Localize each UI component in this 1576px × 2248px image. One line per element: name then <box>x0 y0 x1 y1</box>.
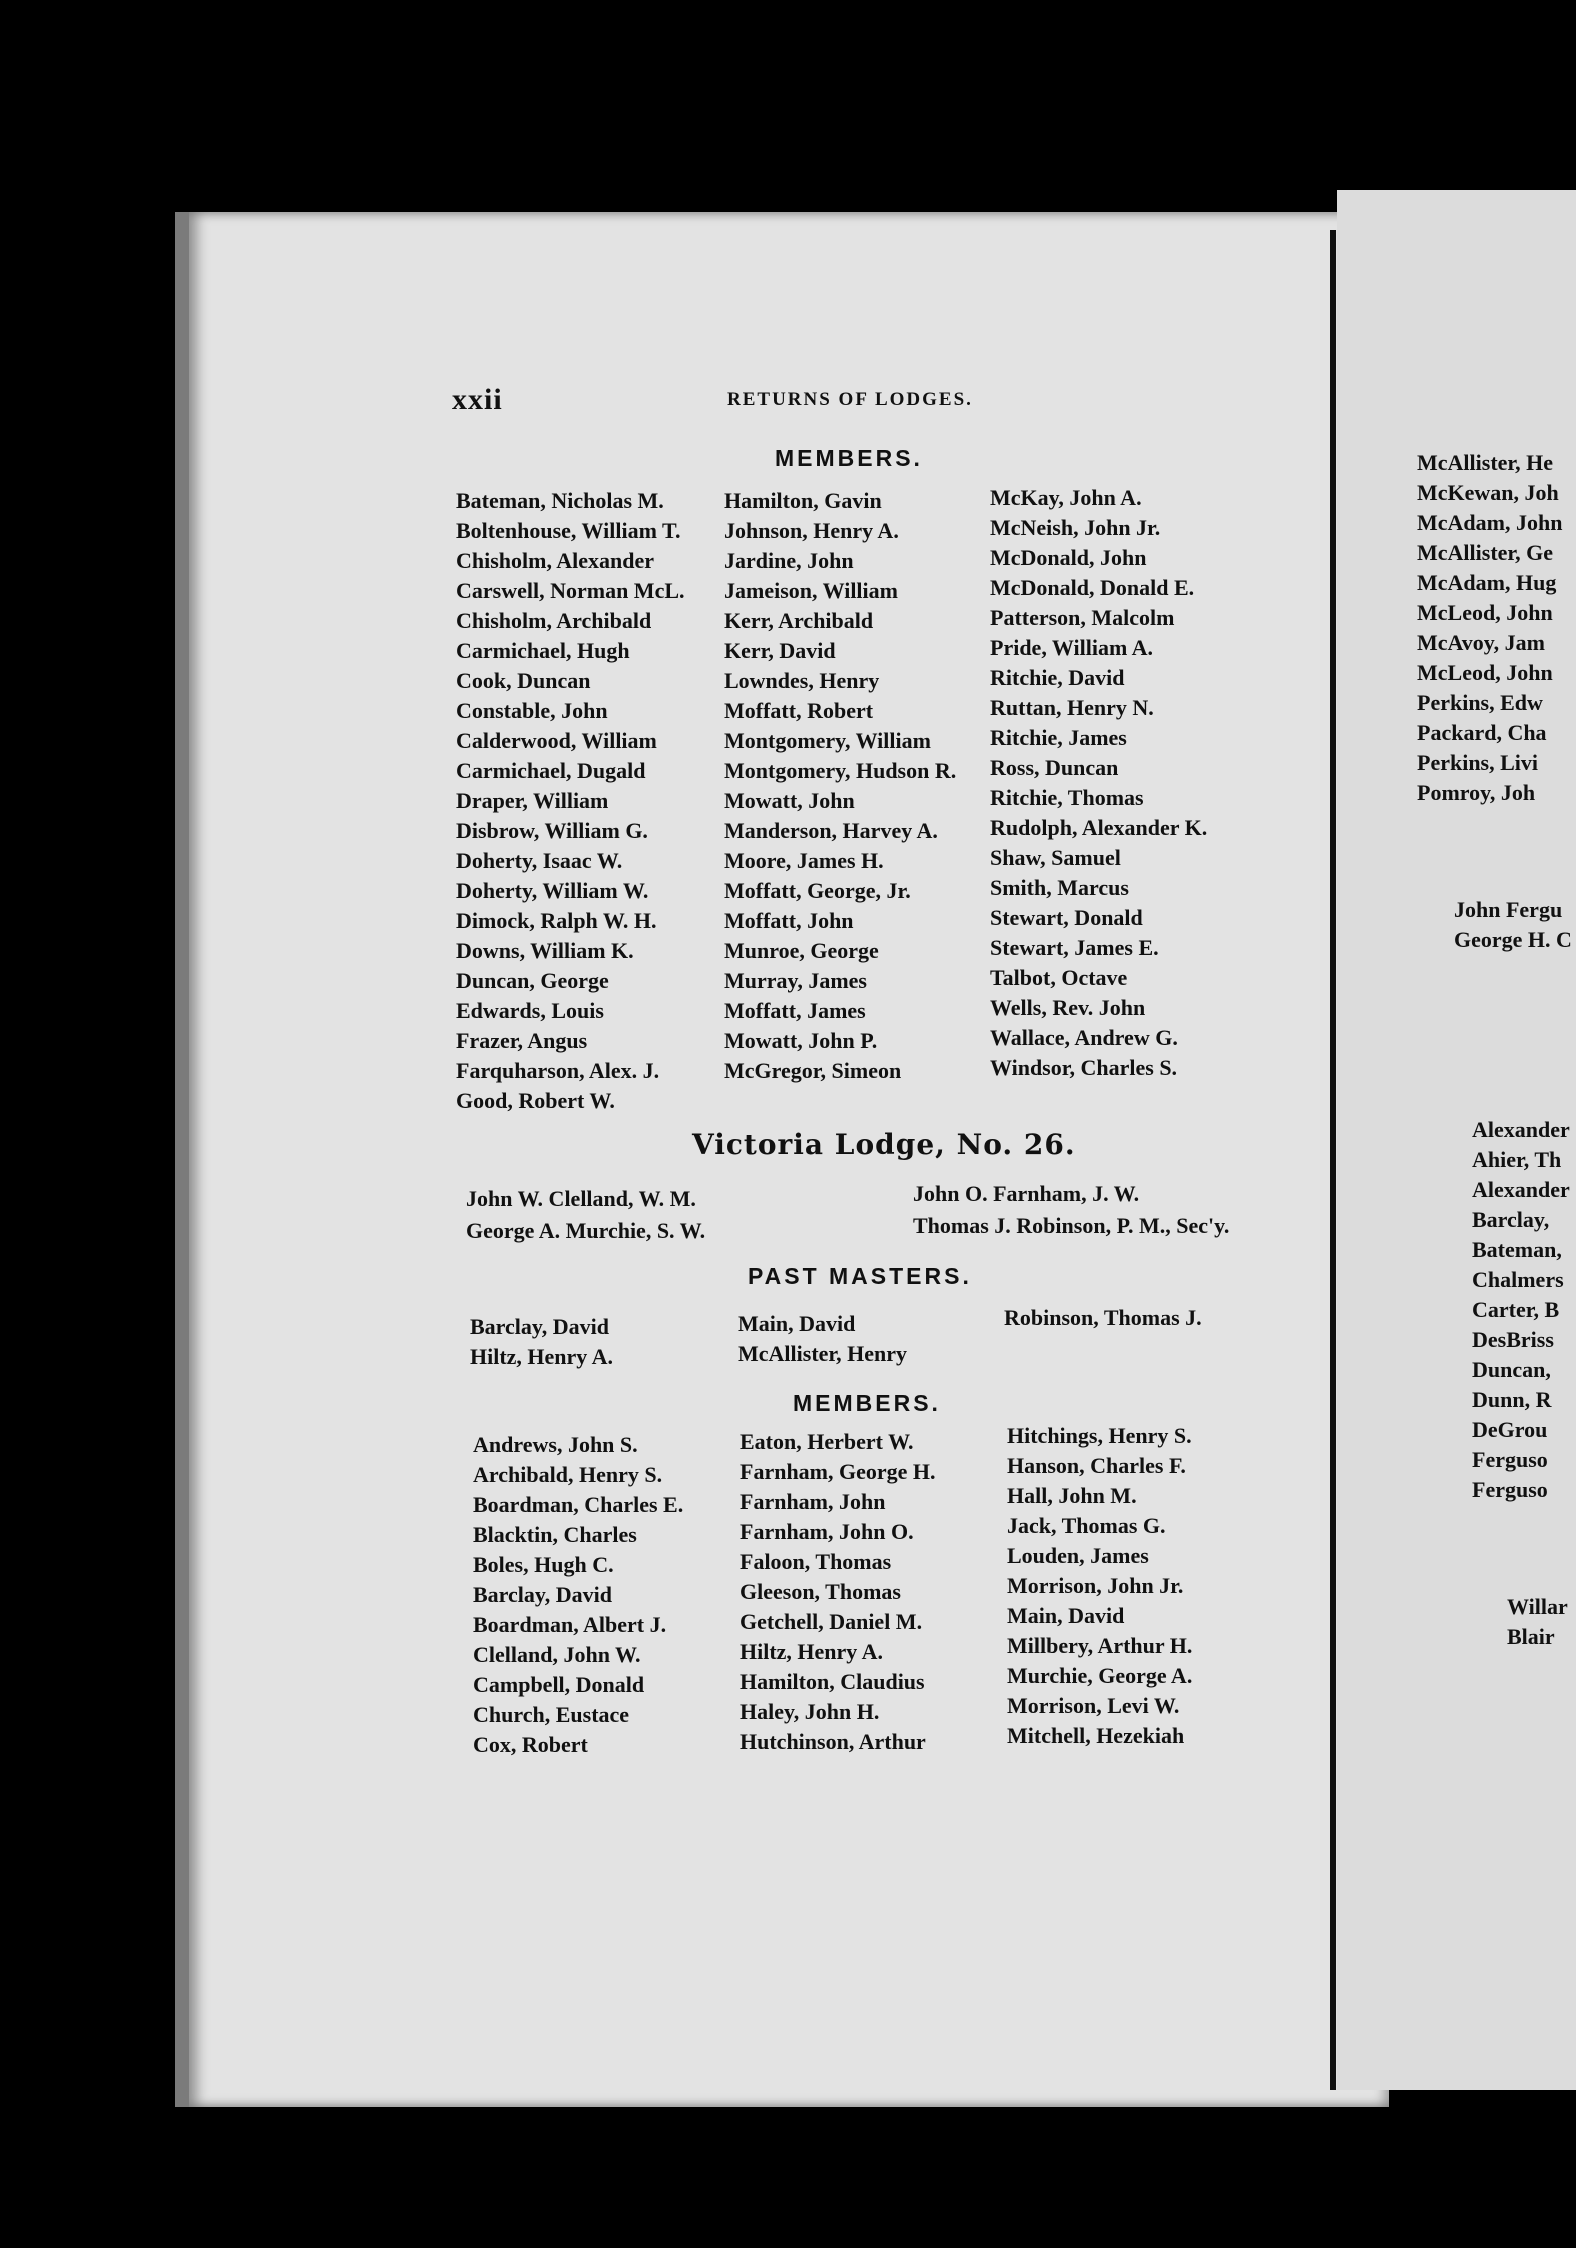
member-name: Shaw, Samuel <box>990 845 1121 870</box>
members-heading: MEMBERS. <box>775 445 923 471</box>
member-name: Hutchinson, Arthur <box>740 1729 926 1754</box>
member-name: Edwards, Louis <box>456 998 604 1023</box>
past-master-name: Barclay, David <box>470 1314 609 1339</box>
facing-entry: McAdam, Hug <box>1417 570 1557 595</box>
member-name: Hamilton, Claudius <box>740 1669 925 1694</box>
facing-entry: DeGrou <box>1472 1417 1548 1442</box>
member-name: Main, David <box>1007 1603 1125 1628</box>
member-name: Mitchell, Hezekiah <box>1007 1723 1185 1748</box>
member-name: Jack, Thomas G. <box>1007 1513 1166 1538</box>
member-name: Blacktin, Charles <box>473 1522 637 1547</box>
facing-entry: Ferguso <box>1472 1477 1548 1502</box>
member-name: Rudolph, Alexander K. <box>990 815 1208 840</box>
member-name: Munroe, George <box>724 938 879 963</box>
member-name: Boltenhouse, William T. <box>456 518 681 543</box>
facing-entry: Carter, B <box>1472 1297 1560 1322</box>
victoria-members-heading: MEMBERS. <box>793 1390 941 1416</box>
member-name: McDonald, Donald E. <box>990 575 1195 600</box>
member-name: Boles, Hugh C. <box>473 1552 614 1577</box>
facing-entry: George H. C <box>1454 927 1572 952</box>
past-masters-column-1 <box>470 1312 613 1372</box>
member-name: Jameison, William <box>724 578 898 603</box>
member-name: Andrews, John S. <box>473 1432 638 1457</box>
member-name: Morrison, Levi W. <box>1007 1693 1180 1718</box>
facing-entry: McAvoy, Jam <box>1417 630 1545 655</box>
facing-entry: Bateman, <box>1472 1237 1562 1262</box>
member-name: Carswell, Norman McL. <box>456 578 685 603</box>
facing-entry: Barclay, <box>1472 1207 1550 1232</box>
member-name: Pride, William A. <box>990 635 1153 660</box>
member-name: Stewart, James E. <box>990 935 1159 960</box>
member-name: Barclay, David <box>473 1582 612 1607</box>
book-page-right <box>1337 190 1576 2090</box>
member-name: Stewart, Donald <box>990 905 1143 930</box>
member-name: Farnham, George H. <box>740 1459 936 1484</box>
facing-entry: John Fergu <box>1454 897 1563 922</box>
member-name: Constable, John <box>456 698 608 723</box>
member-name: Getchell, Daniel M. <box>740 1609 923 1634</box>
member-name: Windsor, Charles S. <box>990 1055 1178 1080</box>
members-column-2 <box>724 486 956 1086</box>
member-name: Ritchie, Thomas <box>990 785 1144 810</box>
member-name: Farnham, John O. <box>740 1519 914 1544</box>
facing-entry: McAdam, John <box>1417 510 1563 535</box>
facing-entry: Willar <box>1507 1594 1568 1619</box>
member-name: Morrison, John Jr. <box>1007 1573 1184 1598</box>
member-name: Good, Robert W. <box>456 1088 615 1113</box>
facing-list-4 <box>1507 1592 1568 1652</box>
member-name: Archibald, Henry S. <box>473 1462 663 1487</box>
member-name: Duncan, George <box>456 968 609 993</box>
facing-entry: Blair <box>1507 1624 1555 1649</box>
member-name: Wallace, Andrew G. <box>990 1025 1178 1050</box>
past-masters-column-2 <box>738 1309 907 1369</box>
facing-list-3 <box>1472 1115 1570 1505</box>
member-name: Downs, William K. <box>456 938 634 963</box>
facing-entry: Packard, Cha <box>1417 720 1547 745</box>
member-name: Cox, Robert <box>473 1732 588 1757</box>
facing-entry: Chalmers <box>1472 1267 1564 1292</box>
member-name: Murchie, George A. <box>1007 1663 1193 1688</box>
member-name: Millbery, Arthur H. <box>1007 1633 1193 1658</box>
member-name: Frazer, Angus <box>456 1028 588 1053</box>
member-name: Ritchie, James <box>990 725 1127 750</box>
member-name: Clelland, John W. <box>473 1642 641 1667</box>
facing-entry: Dunn, R <box>1472 1387 1552 1412</box>
facing-entry: McKewan, Joh <box>1417 480 1559 505</box>
facing-entry: Ahier, Th <box>1472 1147 1562 1172</box>
member-name: Haley, John H. <box>740 1699 880 1724</box>
facing-entry: DesBriss <box>1472 1327 1554 1352</box>
facing-entry: McLeod, John <box>1417 600 1553 625</box>
member-name: Hitchings, Henry S. <box>1007 1423 1192 1448</box>
past-master-name: Main, David <box>738 1311 856 1336</box>
member-name: Hiltz, Henry A. <box>740 1639 883 1664</box>
victoria-members-column-1 <box>473 1430 683 1760</box>
member-name: Church, Eustace <box>473 1702 630 1727</box>
member-name: Boardman, Albert J. <box>473 1612 667 1637</box>
member-name: McGregor, Simeon <box>724 1058 902 1083</box>
member-name: Calderwood, William <box>456 728 657 753</box>
member-name: Disbrow, William G. <box>456 818 648 843</box>
member-name: Smith, Marcus <box>990 875 1129 900</box>
officers-right <box>913 1178 1229 1242</box>
member-name: Cook, Duncan <box>456 668 591 693</box>
member-name: Talbot, Octave <box>990 965 1128 990</box>
member-name: Mowatt, John <box>724 788 855 813</box>
facing-list-1 <box>1417 448 1562 808</box>
member-name: Doherty, William W. <box>456 878 649 903</box>
member-name: Mowatt, John P. <box>724 1028 878 1053</box>
page-number: xxii <box>452 383 503 416</box>
member-name: Draper, William <box>456 788 609 813</box>
member-name: Montgomery, Hudson R. <box>724 758 957 783</box>
member-name: McNeish, John Jr. <box>990 515 1161 540</box>
member-name: Farquharson, Alex. J. <box>456 1058 660 1083</box>
member-name: Eaton, Herbert W. <box>740 1429 914 1454</box>
facing-entry: McAllister, Ge <box>1417 540 1554 565</box>
member-name: Kerr, Archibald <box>724 608 874 633</box>
facing-entry: McAllister, He <box>1417 450 1554 475</box>
member-name: Moffatt, Robert <box>724 698 874 723</box>
member-name: Carmichael, Dugald <box>456 758 646 783</box>
member-name: Wells, Rev. John <box>990 995 1146 1020</box>
member-name: Gleeson, Thomas <box>740 1579 901 1604</box>
member-name: Carmichael, Hugh <box>456 638 630 663</box>
member-name: Manderson, Harvey A. <box>724 818 938 843</box>
facing-list-2 <box>1454 895 1572 955</box>
member-name: Faloon, Thomas <box>740 1549 892 1574</box>
member-name: Moore, James H. <box>724 848 884 873</box>
member-name: Chisholm, Archibald <box>456 608 652 633</box>
member-name: McKay, John A. <box>990 485 1142 510</box>
facing-entry: Ferguso <box>1472 1447 1548 1472</box>
member-name: Hall, John M. <box>1007 1483 1137 1508</box>
member-name: Moffatt, John <box>724 908 854 933</box>
member-name: Jardine, John <box>724 548 854 573</box>
past-master-name: McAllister, Henry <box>738 1341 908 1366</box>
member-name: Dimock, Ralph W. H. <box>456 908 657 933</box>
past-masters-heading: PAST MASTERS. <box>748 1263 972 1289</box>
member-name: Campbell, Donald <box>473 1672 645 1697</box>
member-name: Ruttan, Henry N. <box>990 695 1154 720</box>
lodge-title: Victoria Lodge, No. 26. <box>692 1128 1076 1161</box>
member-name: Moffatt, James <box>724 998 866 1023</box>
past-master-name: Hiltz, Henry A. <box>470 1344 613 1369</box>
member-name: Patterson, Malcolm <box>990 605 1175 630</box>
officer-entry: John W. Clelland, W. M. <box>466 1186 696 1211</box>
member-name: Doherty, Isaac W. <box>456 848 623 873</box>
member-name: Montgomery, William <box>724 728 931 753</box>
member-name: Hamilton, Gavin <box>724 488 882 513</box>
facing-entry: Pomroy, Joh <box>1417 780 1536 805</box>
member-name: Murray, James <box>724 968 867 993</box>
victoria-members-column-2 <box>740 1427 936 1757</box>
officer-entry: George A. Murchie, S. W. <box>466 1218 706 1243</box>
past-masters-column-3 <box>1004 1303 1202 1333</box>
member-name: Bateman, Nicholas M. <box>456 488 664 513</box>
member-name: Ross, Duncan <box>990 755 1119 780</box>
member-name: Johnson, Henry A. <box>724 518 899 543</box>
member-name: Ritchie, David <box>990 665 1125 690</box>
member-name: McDonald, John <box>990 545 1147 570</box>
running-head: RETURNS OF LODGES. <box>727 389 973 410</box>
facing-entry: Duncan, <box>1472 1357 1551 1382</box>
member-name: Moffatt, George, Jr. <box>724 878 911 903</box>
facing-entry: Perkins, Edw <box>1417 690 1543 715</box>
member-name: Boardman, Charles E. <box>473 1492 684 1517</box>
victoria-members-column-3 <box>1007 1421 1192 1751</box>
facing-entry: Perkins, Livi <box>1417 750 1539 775</box>
book-gutter <box>1330 230 1336 2090</box>
facing-entry: McLeod, John <box>1417 660 1553 685</box>
officer-entry: Thomas J. Robinson, P. M., Sec'y. <box>913 1213 1230 1238</box>
facing-entry: Alexander <box>1472 1117 1570 1142</box>
officer-entry: John O. Farnham, J. W. <box>913 1181 1140 1206</box>
member-name: Farnham, John <box>740 1489 886 1514</box>
member-name: Hanson, Charles F. <box>1007 1453 1186 1478</box>
member-name: Chisholm, Alexander <box>456 548 655 573</box>
member-name: Louden, James <box>1007 1543 1149 1568</box>
members-column-3 <box>990 483 1207 1083</box>
officers-left <box>466 1183 705 1247</box>
member-name: Lowndes, Henry <box>724 668 880 693</box>
member-name: Kerr, David <box>724 638 836 663</box>
past-master-name: Robinson, Thomas J. <box>1004 1305 1202 1330</box>
facing-entry: Alexander <box>1472 1177 1570 1202</box>
members-column-1 <box>456 486 685 1116</box>
